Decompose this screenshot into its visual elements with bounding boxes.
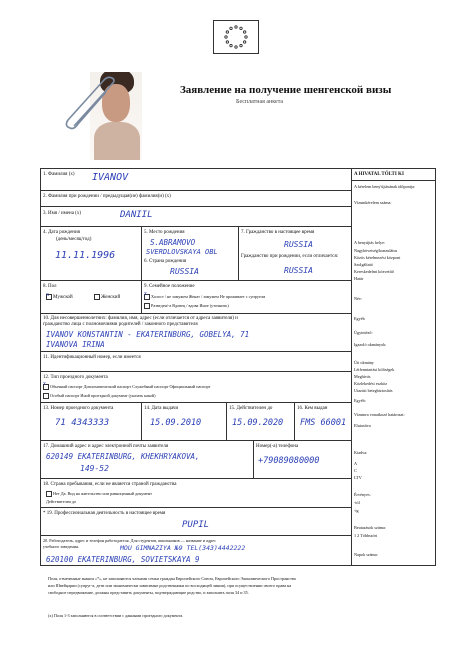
field-5-label: 5. Место рождения: [144, 230, 185, 235]
eu-star: [230, 44, 232, 46]
field-7-birth-nationality[interactable]: RUSSIA: [284, 266, 313, 275]
field-9-options-2[interactable]: Разведен/-а Вдовец / вдова Иное (уточнить): [144, 303, 229, 309]
field-20-label: 20. Работодатель, адрес и телефон работодателя. Для студентов, школьников — название и адрес: [43, 538, 217, 543]
sidebar-item: A: [354, 461, 358, 466]
field-20-employer-2[interactable]: 620100 EKATERINBURG, SOVIETSKAYA 9: [46, 555, 200, 564]
field-18-sub: Действителен до: [46, 499, 77, 504]
sidebar-item: LTV: [354, 475, 362, 480]
field-16-label: 16. Кем выдан: [297, 406, 328, 411]
eu-star: [230, 27, 232, 29]
field-4-birth-date[interactable]: 11.11.1996: [55, 250, 116, 261]
page-subtitle: Бесплатная анкета: [236, 99, 284, 105]
sidebar-item: Határ: [354, 276, 364, 281]
footer-note-1: Поля, отмеченные знаком «*», не заполняются членами семьи граждан Европейского Союза, Европейского Экономического Пространства: [48, 576, 296, 581]
field-17-phone-label: Номер(-а) телефона: [256, 444, 299, 449]
eu-star: [225, 36, 227, 38]
footer-note-2: или Швейцарии (супруг-а, дети или экономически зависимые родственники по восходящей линии), при осуществлении своего права на: [48, 583, 292, 588]
male-checkbox[interactable]: x: [46, 294, 52, 300]
sidebar-item: -tól: [354, 500, 360, 505]
eu-star: [240, 44, 242, 46]
field-15-valid-until[interactable]: 15.09.2020: [232, 418, 284, 428]
field-20-label-2: учебного заведения.: [43, 544, 79, 549]
sidebar-item: Érvényes:: [354, 492, 371, 497]
sidebar-item: Egyéb:: [354, 398, 366, 403]
field-10-guardian-1[interactable]: IVANOV KONSTANTIN - EKATERINBURG, GOBELYA, 71: [46, 330, 250, 339]
field-10-label: 10. Для несовершеннолетних: фамилия, имя, адрес (если отличается от адреса заявителя) и: [43, 316, 238, 321]
female-checkbox[interactable]: [94, 294, 100, 300]
field-1-label: 1. Фамилия (x): [43, 172, 75, 177]
field-7-sub: Гражданство при рождении, если отличается:: [241, 254, 339, 259]
page-title: Заявление на получение шенгенской визы: [180, 84, 392, 96]
eu-flag-icon: [213, 20, 259, 54]
field-12-options-1[interactable]: x Обычный паспорт Дипломатический паспорт Служебный паспорт Официальный паспорт: [43, 381, 211, 389]
field-5-birth-place-2[interactable]: SVERDLOVSKAYA OBL: [146, 248, 218, 256]
field-10-label-2: гражданство лица с полномочиями родителей / законного представителя: [43, 322, 198, 327]
field-4-sub: (день/месяц/год): [56, 237, 92, 242]
field-5-birth-place-1[interactable]: S.ABRAMOVO: [150, 238, 196, 247]
eu-star: [235, 26, 237, 28]
field-7-label: 7. Гражданство в настоящее время: [241, 230, 315, 235]
sidebar-item: A benyújtás helye:: [354, 240, 386, 245]
field-12-label: 12. Тип проездного документа: [43, 375, 108, 380]
field-6-label: 6. Страна рождения: [144, 259, 187, 264]
eu-star: [240, 27, 242, 29]
sidebar-item: Közös kérelmezési központ: [354, 255, 401, 260]
field-19-label: * 19. Профессиональная деятельность в настоящее время: [43, 511, 166, 516]
sidebar-item: Vízumra vonatkozó határozat:: [354, 412, 405, 417]
sidebar-item: 1 2 Többszöri: [354, 533, 378, 538]
field-16-issued-by[interactable]: FMS 66001: [300, 418, 347, 428]
eu-star: [226, 31, 228, 33]
field-10-guardian-2[interactable]: IVANOVA IRINA: [46, 340, 105, 349]
field-13-passport-number[interactable]: 71 4343333: [55, 418, 110, 428]
sidebar-title: A HIVATAL TÖLTI KI: [354, 172, 404, 177]
field-3-first-name[interactable]: DANIIL: [120, 210, 153, 220]
sex-male-option[interactable]: x Мужской: [46, 292, 73, 301]
sidebar-item: Beutazások száma:: [354, 525, 386, 530]
field-19-occupation[interactable]: PUPIL: [182, 520, 210, 530]
sex-female-option[interactable]: Женский: [94, 294, 120, 301]
field-9-options-1[interactable]: x Холост / не замужем Женат / замужем Не проживает с супругом: [144, 291, 266, 299]
field-17-address-2[interactable]: 149-52: [80, 464, 109, 473]
field-1-surname[interactable]: IVANOV: [92, 172, 129, 183]
sidebar-item: Ügyintéző:: [354, 330, 373, 335]
eu-star: [226, 41, 228, 43]
sidebar-item: Úti okmány: [354, 360, 374, 365]
field-13-label: 13. Номер проездного документа: [43, 406, 114, 411]
sidebar-item: Egyéb: [354, 316, 365, 321]
sidebar-item: Név:: [354, 296, 363, 301]
sidebar-item: Szolgáltató: [354, 262, 373, 267]
paper-clip-icon: [62, 76, 122, 136]
sidebar-item: Nagykövetség/konzulátus: [354, 248, 398, 253]
sidebar-item: C: [354, 468, 357, 473]
sidebar-item: Igazoló okmányok:: [354, 342, 387, 347]
field-9-label: 9. Семейное положение: [144, 284, 195, 289]
field-17-phone[interactable]: +79089080000: [258, 456, 320, 466]
field-14-issue-date[interactable]: 15.09.2010: [150, 418, 202, 428]
footer-note-4: (x) Поля 1-3 заполняются в соответствии с данными проездного документа.: [48, 613, 184, 618]
field-14-label: 14. Дата выдачи: [144, 406, 179, 411]
sidebar-item: Vízumkérelem száma:: [354, 200, 392, 205]
eu-star: [243, 31, 245, 33]
field-3-label: 3. Имя / имена (x): [43, 211, 81, 216]
field-8-label: 8. Пол: [43, 284, 57, 289]
field-18-options[interactable]: Нет Да. Вид на жительство или равноценный документ: [46, 491, 152, 497]
field-7-nationality[interactable]: RUSSIA: [284, 240, 313, 249]
sidebar-item: Utazási betegbiztosítás: [354, 388, 393, 393]
eu-star: [243, 41, 245, 43]
sidebar-item: Kiadva:: [354, 450, 368, 455]
sidebar-item: -ig: [354, 508, 359, 513]
field-4-label: 4. Дата рождения: [43, 230, 80, 235]
sidebar-item: Meghívás: [354, 374, 371, 379]
field-2-label: 2. Фамилия при рождении / предыдущая(ие) фамилия(и) (x): [43, 194, 171, 199]
field-15-label: 15. Действителен до: [229, 406, 273, 411]
sidebar-item: A kérelem beny'újtásának időpontja:: [354, 184, 416, 189]
field-6-birth-country[interactable]: RUSSIA: [170, 267, 199, 276]
sidebar-item: Létfenntartási költségek: [354, 367, 395, 372]
eu-star: [235, 46, 237, 48]
sidebar-item: Napok száma:: [354, 552, 378, 557]
field-20-employer-1[interactable]: MOU GIMNAZIYA №9 TEL(343)4442222: [120, 544, 246, 552]
sidebar-item: Kereskedelmi közvetítő: [354, 269, 394, 274]
sidebar-item: Elutasítva: [354, 423, 371, 428]
field-18-label: 18. Страна пребывания, если не является страной гражданства: [43, 482, 177, 487]
eu-star: [245, 36, 247, 38]
field-12-options-2[interactable]: Особый паспорт Иной проездной документ (указать какой): [43, 393, 156, 399]
sidebar-item: Közlekedési eszköz: [354, 381, 388, 386]
field-17-label: 17. Домашний адрес и адрес электронной почты заявителя: [43, 444, 169, 449]
field-17-address-1[interactable]: 620149 EKATERINBURG, KHEKHRYAKOVA,: [46, 452, 200, 461]
field-11-label: 11. Идентификационный номер, если имеется: [43, 355, 141, 360]
footer-note-3: свободное передвижение, должны представить документы, подтверждающие родство, и заполнить поля 34 и 35.: [48, 590, 249, 595]
